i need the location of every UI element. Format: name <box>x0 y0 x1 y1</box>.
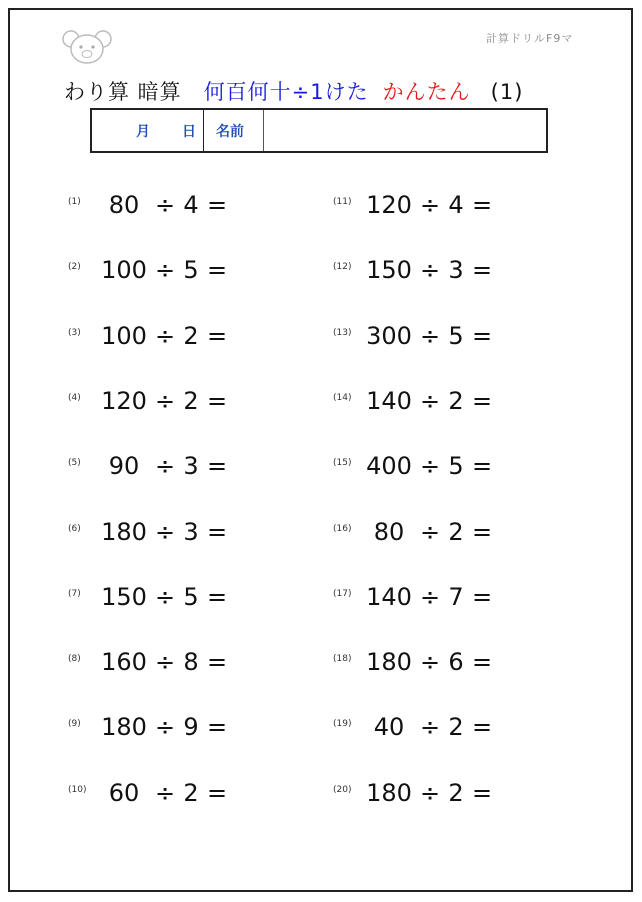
divisor: 5 <box>183 256 199 284</box>
dividend: 300 <box>366 322 412 350</box>
equals-sign: = <box>471 256 493 284</box>
equals-sign: = <box>206 256 228 284</box>
equals-sign: = <box>206 779 228 807</box>
dividend: 150 <box>101 583 147 611</box>
divide-sign: ÷ <box>419 648 441 676</box>
equals-sign: = <box>206 387 228 415</box>
divisor: 4 <box>183 191 199 219</box>
divisor: 3 <box>183 452 199 480</box>
problem-expression <box>363 188 497 222</box>
problem-number: (6) <box>68 524 81 534</box>
problem-expression <box>363 580 497 614</box>
equals-sign: = <box>471 322 493 350</box>
equals-sign: = <box>471 387 493 415</box>
equals-sign: = <box>206 322 228 350</box>
equals-sign: = <box>471 779 493 807</box>
divisor: 5 <box>448 322 464 350</box>
problem-number: (8) <box>68 654 81 664</box>
divide-sign: ÷ <box>419 322 441 350</box>
problem-expression <box>363 384 497 418</box>
problem-expression <box>363 776 497 810</box>
problem-number: (2) <box>68 262 81 272</box>
problem-number: (4) <box>68 393 81 403</box>
divide-sign: ÷ <box>154 387 176 415</box>
divide-sign: ÷ <box>419 713 441 741</box>
divide-sign: ÷ <box>154 779 176 807</box>
dividend: 40 <box>373 713 405 741</box>
divisor: 2 <box>183 322 199 350</box>
equals-sign: = <box>206 583 228 611</box>
divisor: 2 <box>183 779 199 807</box>
divisor: 2 <box>448 713 464 741</box>
problem-expression <box>363 319 497 353</box>
divide-sign: ÷ <box>419 387 441 415</box>
title-level: かんたん <box>382 80 471 104</box>
divisor: 6 <box>448 648 464 676</box>
equals-sign: = <box>206 648 228 676</box>
dividend: 100 <box>101 256 147 284</box>
problem-expression <box>98 515 232 549</box>
problem-expression <box>98 580 232 614</box>
divide-sign: ÷ <box>419 256 441 284</box>
divide-sign: ÷ <box>419 779 441 807</box>
equals-sign: = <box>206 452 228 480</box>
divisor: 3 <box>183 518 199 546</box>
title-number: (1) <box>490 80 524 104</box>
problem-number: (19) <box>333 719 352 729</box>
problem-expression <box>98 776 232 810</box>
problem-expression <box>363 515 497 549</box>
divide-sign: ÷ <box>154 191 176 219</box>
dividend: 120 <box>366 191 412 219</box>
equals-sign: = <box>471 452 493 480</box>
equals-sign: = <box>471 648 493 676</box>
dividend: 90 <box>108 452 140 480</box>
problem-expression <box>98 449 232 483</box>
month-label: 月 <box>136 124 150 140</box>
problem-expression <box>363 710 497 744</box>
problem-number: (1) <box>68 197 81 207</box>
problem-number: (7) <box>68 589 81 599</box>
equals-sign: = <box>471 713 493 741</box>
problem-number: (18) <box>333 654 352 664</box>
divide-sign: ÷ <box>154 452 176 480</box>
divisor: 2 <box>183 387 199 415</box>
dividend: 80 <box>373 518 405 546</box>
name-label: 名前 <box>216 124 244 140</box>
problem-number: (9) <box>68 719 81 729</box>
problem-expression <box>363 449 497 483</box>
problem-number: (3) <box>68 328 81 338</box>
problem-expression <box>98 710 232 744</box>
divisor: 7 <box>448 583 464 611</box>
divisor: 3 <box>448 256 464 284</box>
equals-sign: = <box>471 583 493 611</box>
problem-expression <box>98 384 232 418</box>
day-label: 日 <box>182 124 196 140</box>
problem-number: (11) <box>333 197 352 207</box>
dividend: 160 <box>101 648 147 676</box>
divisor: 5 <box>183 583 199 611</box>
problem-expression <box>98 253 232 287</box>
divide-sign: ÷ <box>419 191 441 219</box>
problem-expression <box>98 188 232 222</box>
brand-text: 計算ドリルF9マ <box>486 32 574 45</box>
divide-sign: ÷ <box>154 583 176 611</box>
dividend: 120 <box>101 387 147 415</box>
divisor: 2 <box>448 779 464 807</box>
problem-number: (14) <box>333 393 352 403</box>
dividend: 180 <box>101 518 147 546</box>
dividend: 180 <box>101 713 147 741</box>
divisor: 8 <box>183 648 199 676</box>
divide-sign: ÷ <box>154 322 176 350</box>
problem-number: (13) <box>333 328 352 338</box>
problem-number: (10) <box>68 785 87 795</box>
divide-sign: ÷ <box>154 256 176 284</box>
name-divider <box>263 110 264 151</box>
divide-sign: ÷ <box>154 713 176 741</box>
dividend: 80 <box>108 191 140 219</box>
problem-expression <box>363 645 497 679</box>
problem-number: (12) <box>333 262 352 272</box>
problem-number: (16) <box>333 524 352 534</box>
problem-expression <box>98 319 232 353</box>
divide-sign: ÷ <box>419 518 441 546</box>
divisor: 4 <box>448 191 464 219</box>
problem-expression <box>98 645 232 679</box>
divide-sign: ÷ <box>154 518 176 546</box>
dividend: 140 <box>366 583 412 611</box>
equals-sign: = <box>471 518 493 546</box>
dividend: 60 <box>108 779 140 807</box>
equals-sign: = <box>471 191 493 219</box>
divisor: 5 <box>448 452 464 480</box>
problem-number: (17) <box>333 589 352 599</box>
name-date-box <box>90 108 548 153</box>
equals-sign: = <box>206 713 228 741</box>
divide-sign: ÷ <box>154 648 176 676</box>
problem-number: (20) <box>333 785 352 795</box>
divide-sign: ÷ <box>419 452 441 480</box>
divide-sign: ÷ <box>419 583 441 611</box>
problem-number: (5) <box>68 458 81 468</box>
dividend: 150 <box>366 256 412 284</box>
divisor: 9 <box>183 713 199 741</box>
page-title <box>64 76 523 106</box>
divisor: 2 <box>448 518 464 546</box>
dividend: 180 <box>366 779 412 807</box>
equals-sign: = <box>206 191 228 219</box>
problem-expression <box>363 253 497 287</box>
equals-sign: = <box>206 518 228 546</box>
dividend: 400 <box>366 452 412 480</box>
problem-number: (15) <box>333 458 352 468</box>
dividend: 180 <box>366 648 412 676</box>
title-subtitle: 何百何十÷1けた <box>203 80 369 104</box>
bear-logo-icon <box>61 28 113 66</box>
dividend: 140 <box>366 387 412 415</box>
title-main: わり算 暗算 <box>64 80 182 104</box>
dividend: 100 <box>101 322 147 350</box>
divisor: 2 <box>448 387 464 415</box>
